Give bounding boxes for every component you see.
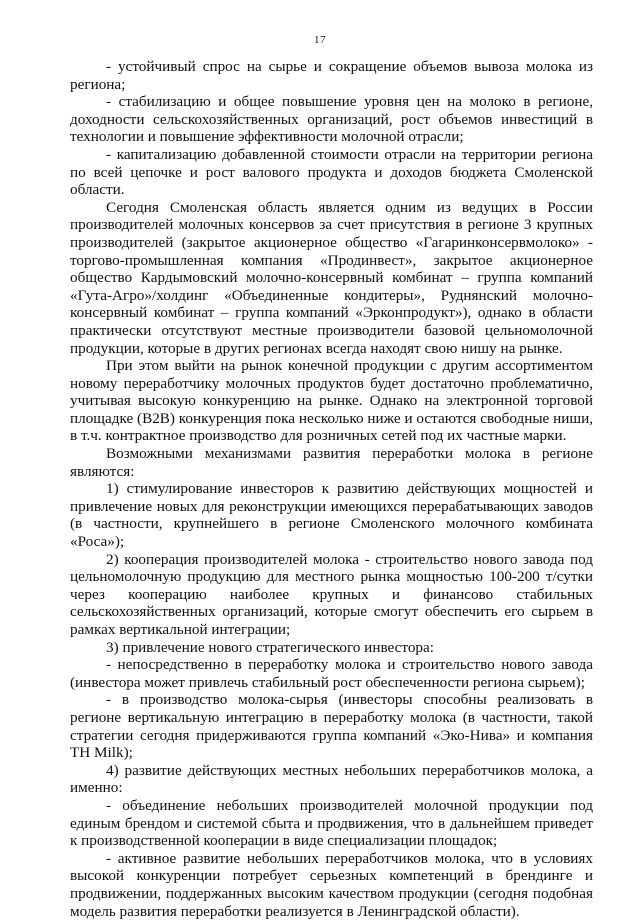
paragraph: - стабилизацию и общее повышение уровня цен на молоко в регионе, доходности сельскохозяйственных организаций, рост объемов инвестиций в технологии и повышение эффективности молочной отрасли;: [70, 93, 593, 146]
paragraph: 3) привлечение нового стратегического инвестора:: [106, 638, 434, 656]
paragraph: - устойчивый спрос на сырье и сокращение объемов вывоза молока из региона;: [70, 58, 593, 93]
paragraph: - объединение небольших производителей молочной продукции под единым брендом и системой сбыта и продвижения, что в дальнейшем приведет к производственной кооперации в виде специализации площадок;: [70, 796, 593, 850]
paragraph: - активное развитие небольших переработчиков молока, что в условиях высокой конкуренции потребует серьезных компетенций в брендинге и продвижении, поддержанных высоким качеством продукции (сегодня подобная модель развития переработки реализуется в Ленинградской области).: [70, 849, 593, 920]
paragraph: 1) стимулирование инвесторов к развитию действующих мощностей и привлечение новых для реконструкции имеющихся перерабатывающих заводов (в частности, крупнейшего в регионе Смоленского молочного комбината «Роса»);: [70, 480, 593, 551]
paragraph: 2) кооперация производителей молока - строительство нового завода под цельномолочную продукцию для местного рынка мощностью 100-200 т/сутки через кооперацию наиболее крупных и финансово стабильных сельскохозяйственных организаций, которые смогут обеспечить его сырьем в рамках вертикальной интеграции;: [70, 550, 593, 638]
paragraph: - непосредственно в переработку молока и строительство нового завода (инвестора может привлечь стабильный рост обеспеченности региона сырьем);: [70, 656, 593, 691]
paragraph: Возможными механизмами развития переработки молока в регионе являются:: [70, 445, 593, 480]
paragraph: - капитализацию добавленной стоимости отрасли на территории региона по всей цепочке и рост валового продукта и доходов бюджета Смоленской области.: [70, 145, 593, 199]
paragraph: 4) развитие действующих местных небольших переработчиков молока, а именно:: [70, 761, 593, 797]
paragraph: - в производство молока-сырья (инвесторы способны реализовать в регионе вертикальную интеграцию в переработку молока (в частности, такой стратегии сегодня придерживаются группа компаний «Эко-Нива» и компания TH Milk);: [70, 691, 593, 762]
paragraph: Сегодня Смоленская область является одним из ведущих в России производителей молочных консервов за счет присутствия в регионе 3 крупных производителей (закрытое акционерное общество «Гагаринконсервмолоко» - торгово-промышленная компания «Продинвест», закрытое акционерное общество Кардымовский молочно-консервный комбинат – группа компаний «Гута-Агро»/холдинг «Объединенные кондитеры», Руднянский молочно-консервный комбинат – группа компаний «Эрконпродукт»), однако в области практически отсутствуют местные производители базовой цельномолочной продукции, которые в других регионах всегда находят свою нишу на рынке.: [70, 198, 593, 357]
paragraph: При этом выйти на рынок конечной продукции с другим ассортиментом новому переработчику молочных продуктов будет достаточно проблематично, учитывая высокую конкуренцию на рынке. Однако на электронной торговой площадке (B2B) конкуренция пока несколько ниже и остаются свободные ниши, в т.ч. контрактное производство для розничных сетей под их частные марки.: [70, 357, 593, 445]
page-number: 17: [314, 34, 326, 46]
document-body: [70, 58, 593, 920]
